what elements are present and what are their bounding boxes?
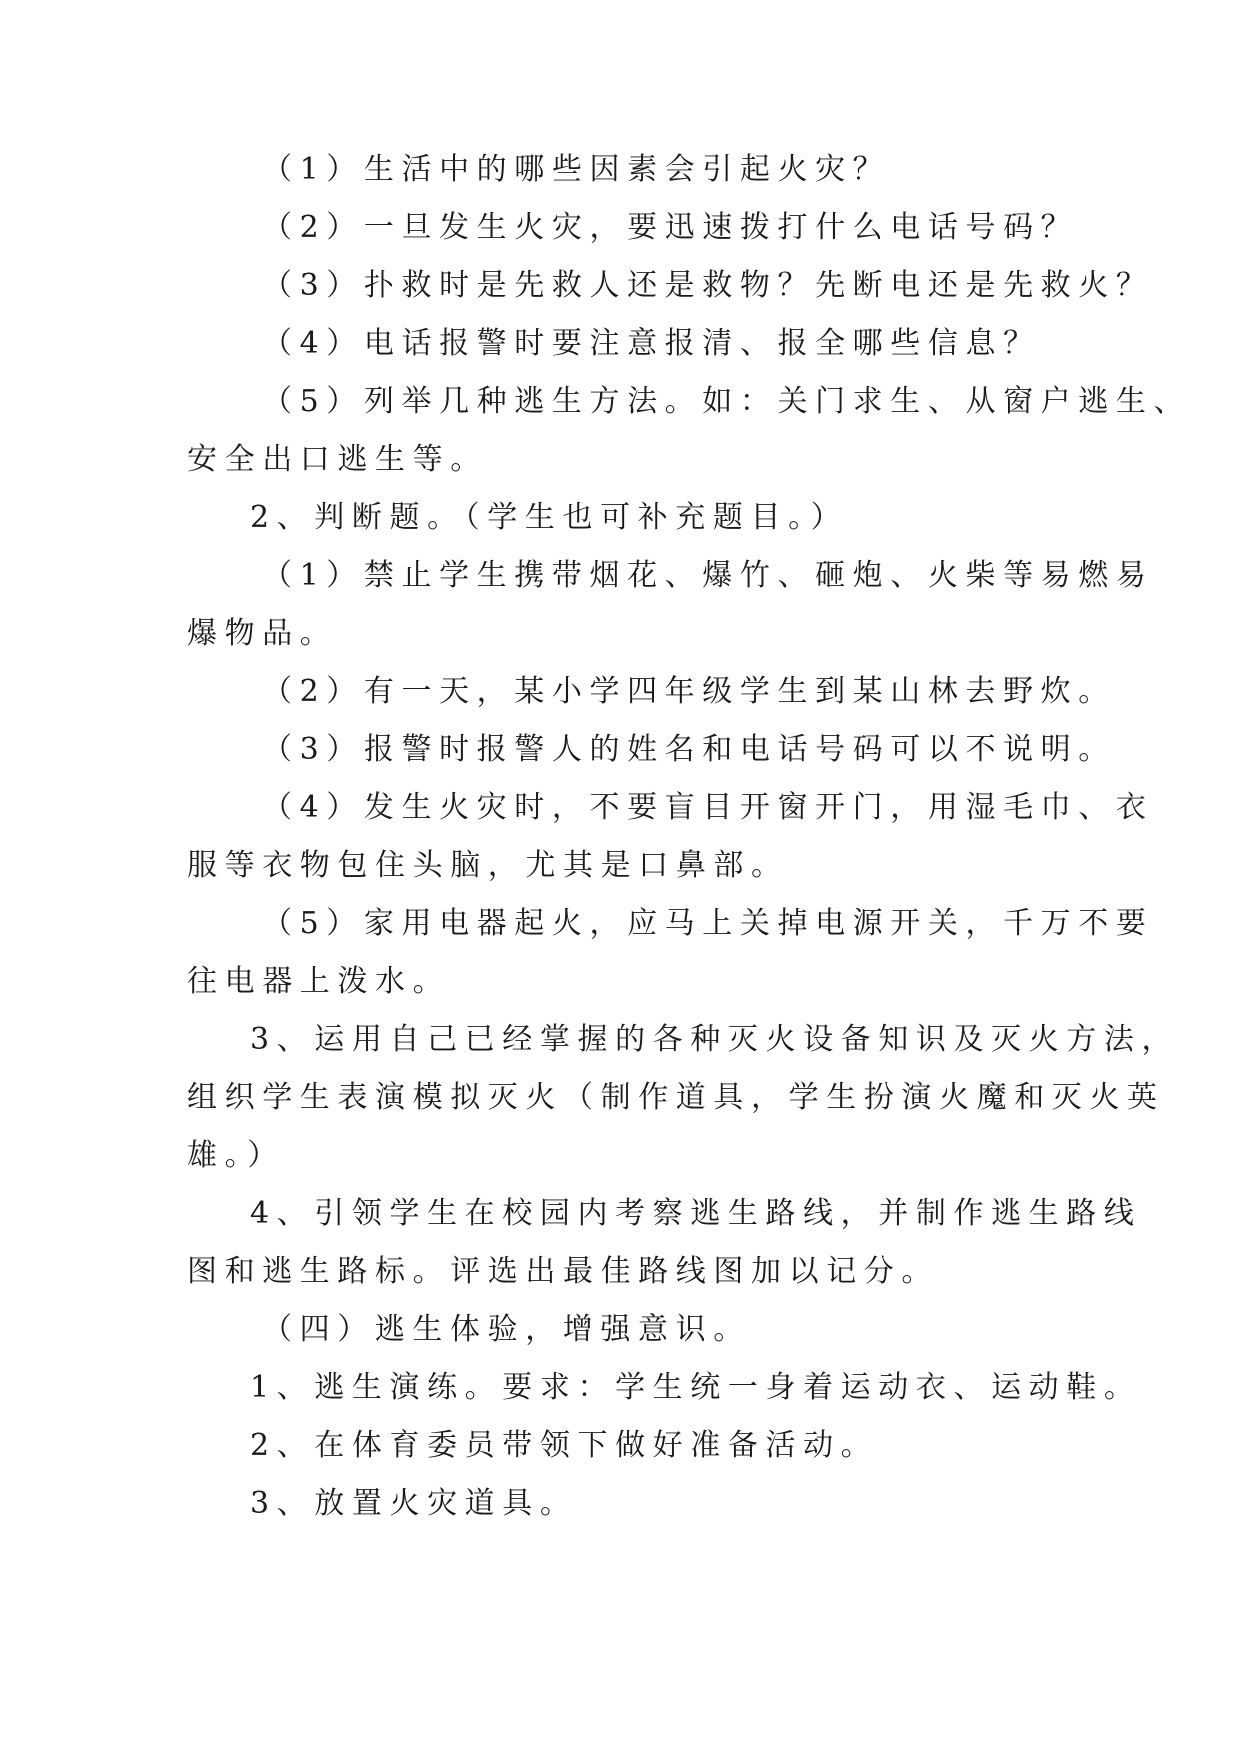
text-line: （4）发生火灾时，不要盲目开窗开门，用湿毛巾、衣 <box>262 790 1154 825</box>
text-line: （2）一旦发生火灾，要迅速拨打什么电话号码？ <box>262 210 1079 245</box>
text-line: 服等衣物包住头脑，尤其是口鼻部。 <box>187 848 789 883</box>
text-line: 图和逃生路标。评选出最佳路线图加以记分。 <box>187 1254 939 1289</box>
text-line: 雄。） <box>187 1138 285 1173</box>
text-line: 安全出口逃生等。 <box>187 442 488 477</box>
text-line: 3、运用自己已经掌握的各种灭火设备知识及灭火方法， <box>250 1022 1180 1057</box>
text-line: 1、逃生演练。要求：学生统一身着运动衣、运动鞋。 <box>250 1370 1142 1405</box>
text-line: 2、判断题。（学生也可补充题目。） <box>250 500 849 535</box>
text-line: 4、引领学生在校园内考察逃生路线，并制作逃生路线 <box>250 1196 1142 1231</box>
text-line: 组织学生表演模拟灭火（制作道具，学生扮演火魔和灭火英 <box>187 1080 1165 1115</box>
text-line: （4）电话报警时要注意报清、报全哪些信息？ <box>262 326 1041 361</box>
text-line: 3、放置火灾道具。 <box>250 1486 578 1521</box>
text-line: （2）有一天，某小学四年级学生到某山林去野炊。 <box>262 674 1116 709</box>
text-line: 往电器上泼水。 <box>187 964 451 999</box>
text-line: 2、在体育委员带领下做好准备活动。 <box>250 1428 879 1463</box>
text-line: （5）家用电器起火，应马上关掉电源开关，千万不要 <box>262 906 1154 941</box>
text-line: （四）逃生体验，增强意识。 <box>262 1312 751 1347</box>
text-line: （3）报警时报警人的姓名和电话号码可以不说明。 <box>262 732 1116 767</box>
text-line: （1）生活中的哪些因素会引起火灾？ <box>262 152 891 187</box>
text-line: 爆物品。 <box>187 616 338 651</box>
text-line: （5）列举几种逃生方法。如：关门求生、从窗户逃生、 <box>262 384 1192 419</box>
text-line: （3）扑救时是先救人还是救物？先断电还是先救火？ <box>262 268 1154 303</box>
text-line: （1）禁止学生携带烟花、爆竹、砸炮、火柴等易燃易 <box>262 558 1154 593</box>
